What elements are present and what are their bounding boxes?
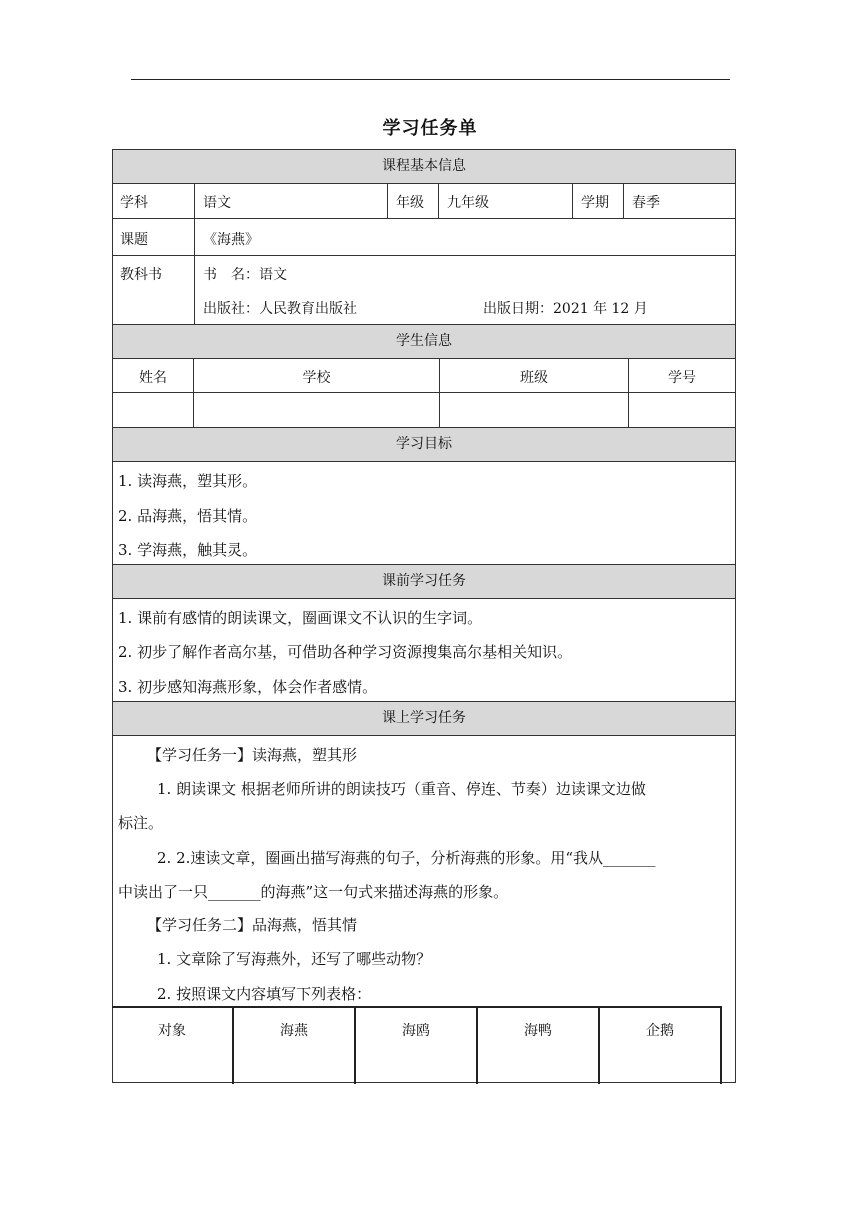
divider <box>112 598 736 599</box>
textbook-publish-date: 出版日期：2021 年 12 月 <box>483 301 648 317</box>
task1-item2-line1: 2. 2.速读文章，圈画出描写海燕的句子，分析海燕的形象。用“我从_______ <box>157 849 656 867</box>
in-class-header: 课上学习任务 <box>113 702 735 735</box>
term-label: 学期 <box>581 195 609 211</box>
animal-table-header-penguin: 企鹅 <box>598 1006 722 1084</box>
grade-value: 九年级 <box>447 195 489 211</box>
course-info-header: 课程基本信息 <box>113 150 735 183</box>
divider <box>387 183 388 218</box>
divider <box>194 183 195 324</box>
divider <box>112 392 736 393</box>
pre-class-item: 3. 初步感知海燕形象，体会作者感情。 <box>118 678 378 696</box>
task2-title: 【学习任务二】品海燕，悟其情 <box>147 916 358 934</box>
column-name: 姓名 <box>139 370 167 386</box>
objective-item: 1. 读海燕，塑其形。 <box>118 472 258 490</box>
divider <box>112 358 736 359</box>
header-rule <box>131 79 730 80</box>
term-value: 春季 <box>632 195 660 211</box>
objective-item: 2. 品海燕，悟其情。 <box>118 507 258 525</box>
column-school: 学校 <box>302 370 331 386</box>
textbook-name: 书 名：语文 <box>203 267 287 283</box>
textbook-publisher: 出版社：人民教育出版社 <box>203 301 357 317</box>
topic-label: 课题 <box>120 232 148 248</box>
document-title: 学习任务单 <box>382 118 478 139</box>
subject-value: 语文 <box>203 195 231 211</box>
divider <box>572 183 573 218</box>
column-class: 班级 <box>520 370 548 386</box>
pre-class-header: 课前学习任务 <box>113 565 735 598</box>
animal-table-header-gull: 海鸥 <box>354 1006 476 1084</box>
divider <box>438 183 439 218</box>
animal-table <box>112 1006 722 1084</box>
pre-class-item: 1. 课前有感情的朗读课文，圈画课文不认识的生字词。 <box>118 609 483 627</box>
task2-item2: 2. 按照课文内容填写下列表格： <box>157 985 372 1003</box>
task1-item1-line1: 1. 朗读课文 根据老师所讲的朗读技巧（重音、停连、节奏）边读课文边做 <box>157 780 646 798</box>
divider <box>112 183 736 184</box>
task2-item1: 1. 文章除了写海燕外，还写了哪些动物？ <box>157 950 432 968</box>
divider <box>112 735 736 736</box>
divider <box>623 183 624 218</box>
task1-title: 【学习任务一】读海燕，塑其形 <box>147 746 358 764</box>
divider <box>112 461 736 462</box>
divider <box>112 218 736 219</box>
subject-label: 学科 <box>120 195 148 211</box>
column-student-id: 学号 <box>668 370 696 386</box>
pre-class-item: 2. 初步了解作者高尔基，可借助各种学习资源搜集高尔基相关知识。 <box>118 643 573 661</box>
animal-table-header-duck: 海鸭 <box>476 1006 598 1084</box>
textbook-label: 教科书 <box>120 267 162 283</box>
animal-table-header-petrel: 海燕 <box>232 1006 354 1084</box>
animal-table-header-object: 对象 <box>158 1023 186 1039</box>
grade-label: 年级 <box>396 195 424 211</box>
student-info-header: 学生信息 <box>113 325 735 358</box>
task1-item2-line2: 中读出了一只_______的海燕”这一句式来描述海燕的形象。 <box>118 883 509 901</box>
topic-value: 《海燕》 <box>203 232 259 248</box>
objective-item: 3. 学海燕，触其灵。 <box>118 541 258 559</box>
objectives-header: 学习目标 <box>113 428 735 461</box>
divider <box>112 255 736 256</box>
task1-item1-line2: 标注。 <box>118 814 164 832</box>
